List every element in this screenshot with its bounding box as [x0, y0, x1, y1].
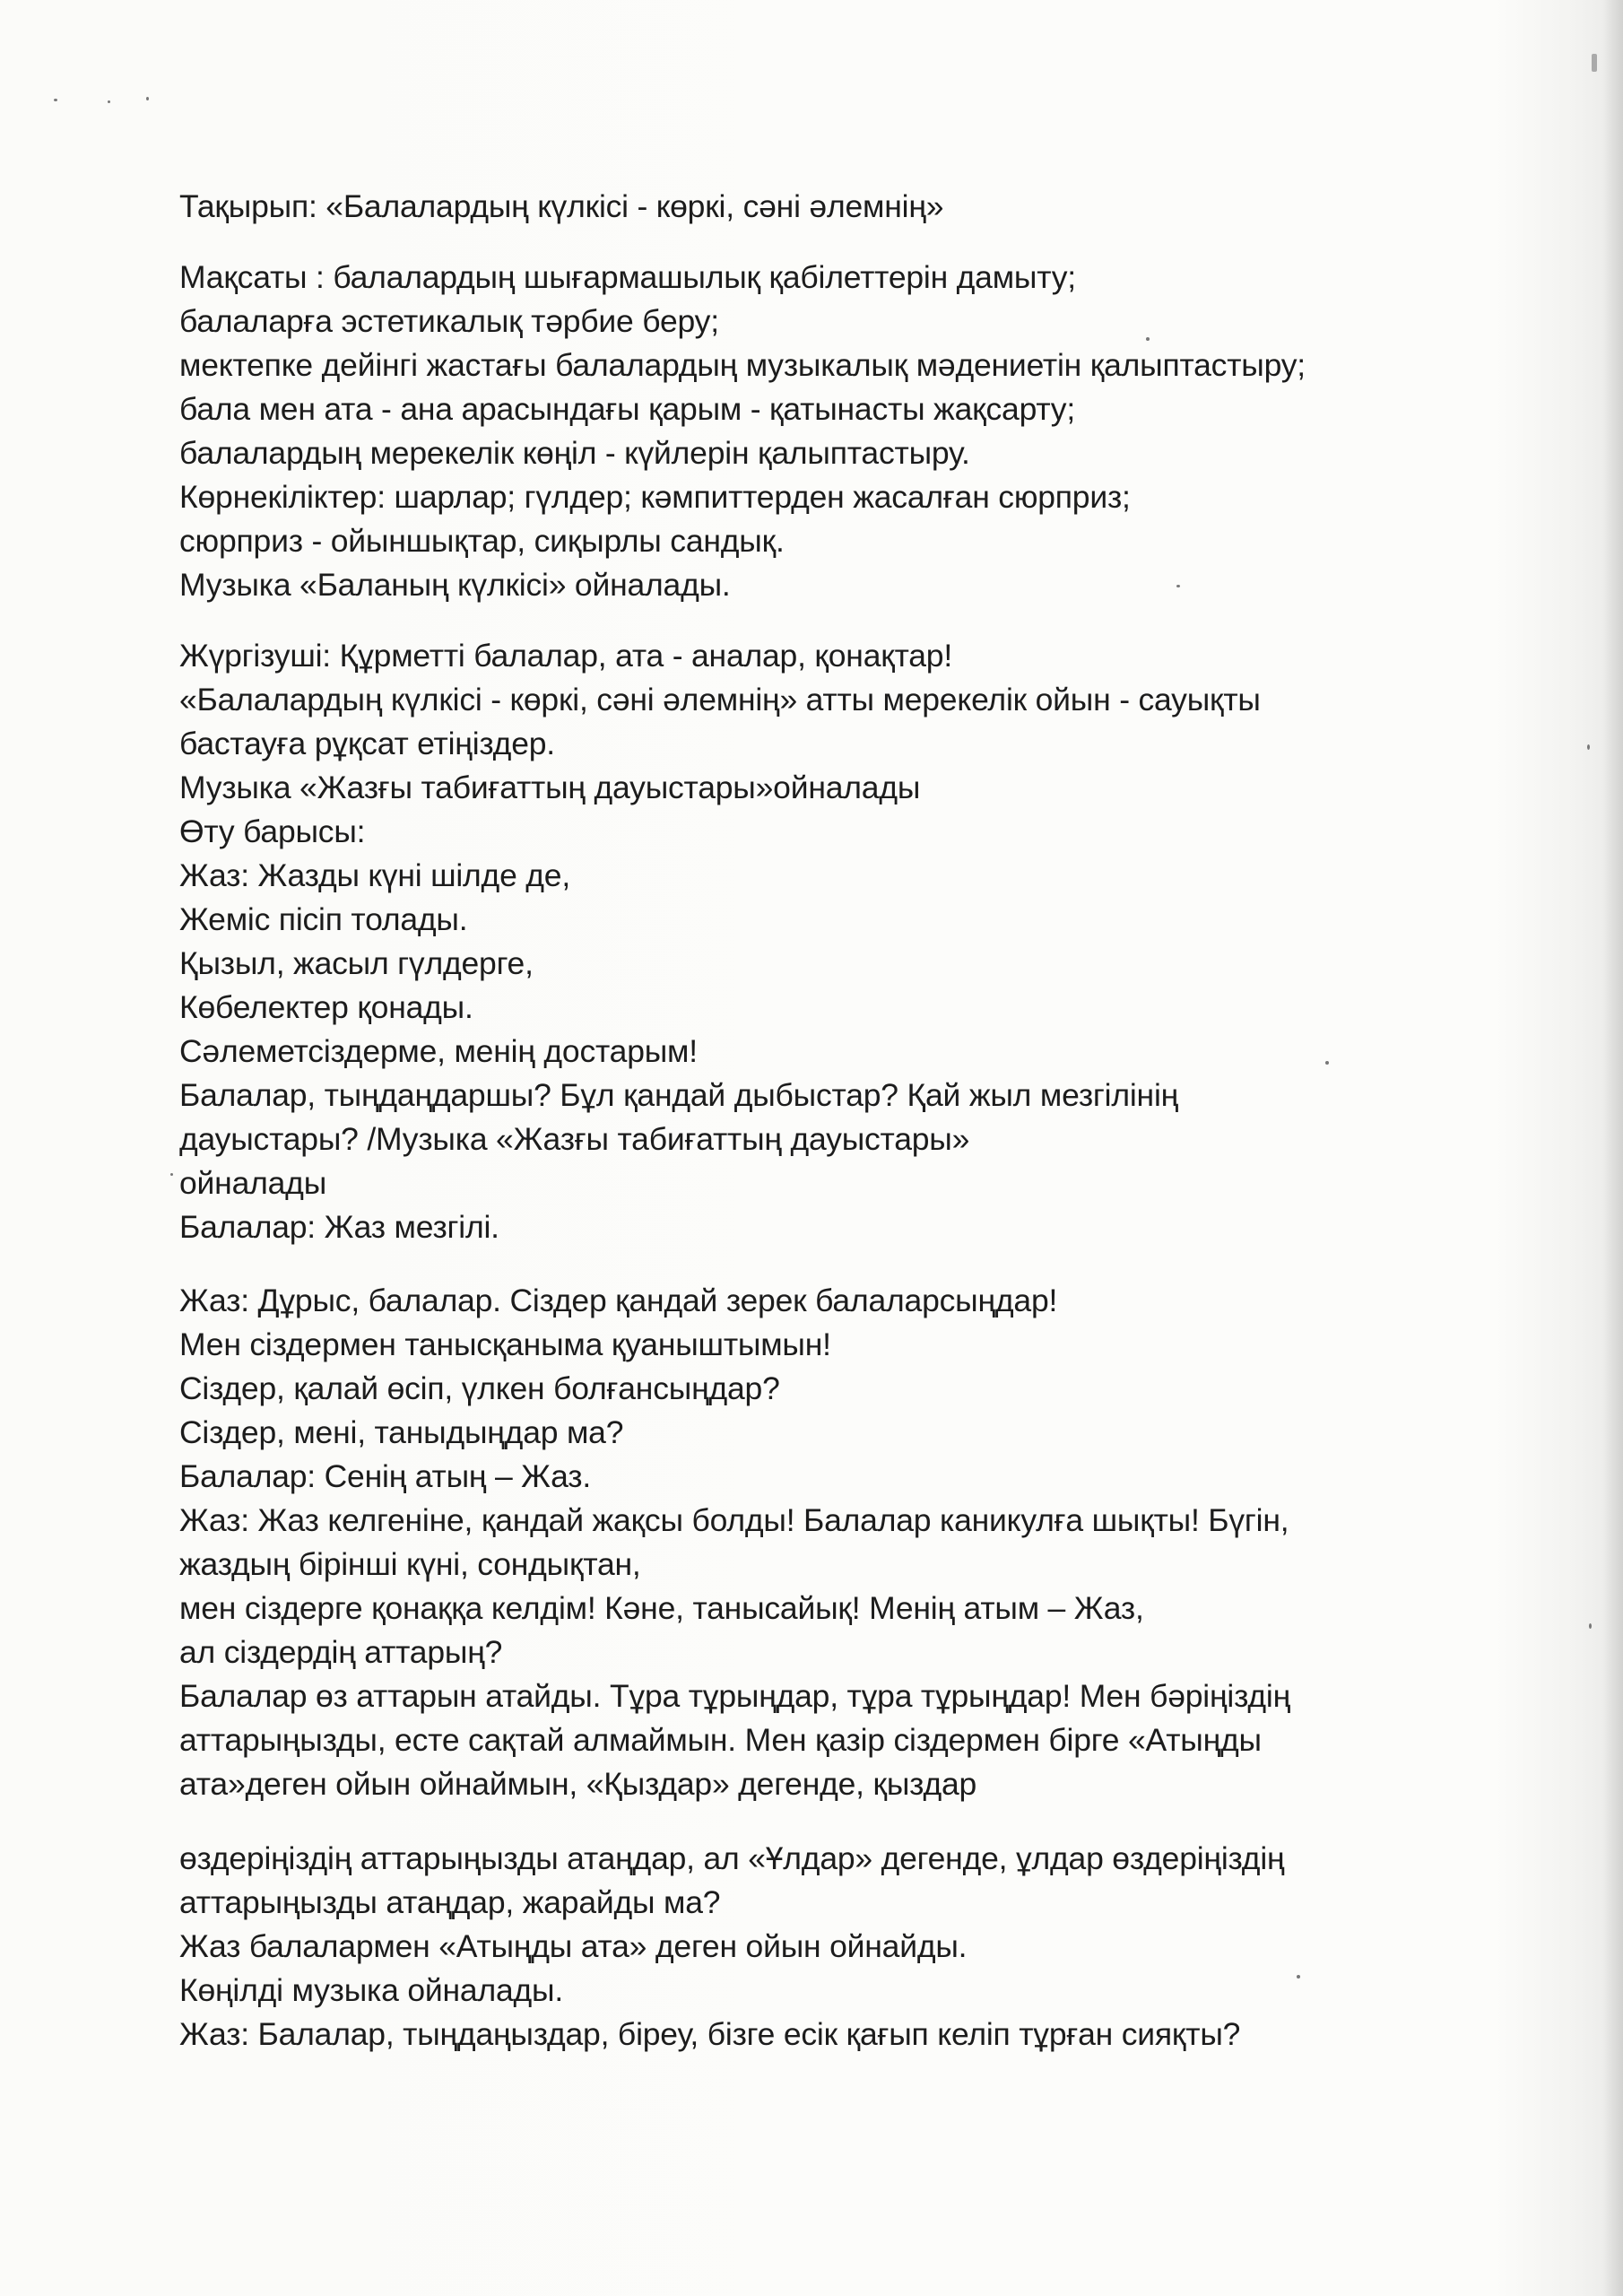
text-line: мен сіздерге қонаққа келдім! Кәне, танысайық! Менің атым – Жаз,: [179, 1590, 1144, 1626]
text-line: Музыка «Баланың күлкісі» ойналады.: [179, 567, 731, 603]
scan-speck: [1589, 1623, 1592, 1629]
text-line: Қызыл, жасыл гүлдерге,: [179, 945, 534, 981]
section-game: [179, 1837, 1488, 2057]
text-line: ойналады: [179, 1165, 327, 1201]
text-line: Балалар: Жаз мезгілі.: [179, 1209, 499, 1245]
text-line: Балалар, тыңдаңдаршы? Бұл қандай дыбыстар? Қай жыл мезгілінің: [179, 1077, 1179, 1113]
text-line: ал сіздердің аттарың?: [179, 1634, 503, 1670]
text-line: Жаз: Дұрыс, балалар. Сіздер қандай зерек балаларсыңдар!: [179, 1283, 1058, 1318]
text-line: Көбелектер қонады.: [179, 989, 473, 1025]
text-line: балаларға эстетикалық тәрбие беру;: [179, 303, 719, 339]
text-line: дауыстары? /Музыка «Жазғы табиғаттың дауыстары»: [179, 1121, 970, 1157]
text-line: жаздың бірінші күні, сондықтан,: [179, 1546, 641, 1582]
text-line: Сіздер, мені, таныдыңдар ма?: [179, 1414, 624, 1450]
text-line: Сіздер, қалай өсіп, үлкен болғансыңдар?: [179, 1370, 780, 1406]
text-line: балалардың мерекелік көңіл - күйлерін қалыптастыру.: [179, 435, 970, 471]
text-line: Жеміс пісіп толады.: [179, 901, 468, 937]
scan-speck: [1587, 744, 1590, 750]
text-line: Көңілді музыка ойналады.: [179, 1972, 564, 2008]
text-line: бала мен ата - ана арасындағы қарым - қатынасты жақсарту;: [179, 391, 1075, 427]
text-line: Балалар: Сенің атың – Жаз.: [179, 1458, 592, 1494]
page-edge-shadow: [1603, 0, 1623, 2296]
text-line: аттарыңызды атаңдар, жарайды ма?: [179, 1884, 721, 1920]
scan-speck: [1592, 54, 1597, 72]
scan-speck: [146, 97, 149, 100]
text-line: «Балалардың күлкісі - көркі, сәні әлемнің» атты мерекелік ойын - сауықты: [179, 682, 1261, 718]
text-line: бастауға рұқсат етіңіздер.: [179, 726, 555, 761]
text-line: өздеріңіздің аттарыңызды атаңдар, ал «Ұлдар» дегенде, ұлдар өздеріңіздің: [179, 1840, 1285, 1876]
document-body: [179, 185, 1488, 2057]
text-line: Жүргізуші: Құрметті балалар, ата - аналар, қонақтар!: [179, 638, 952, 674]
scan-speck: [54, 99, 57, 101]
section-dialogue: [179, 1279, 1488, 1806]
text-line: Көрнекіліктер: шарлар; гүлдер; кәмпиттерден жасалған сюрприз;: [179, 479, 1131, 515]
text-line: сюрприз - ойыншықтар, сиқырлы сандық.: [179, 523, 785, 559]
text-line: Жаз: Жаз келгеніне, қандай жақсы болды! Балалар каникулға шықты! Бүгін,: [179, 1502, 1289, 1538]
text-line: Жаз балалармен «Атыңды ата» деген ойын ойнайды.: [179, 1928, 968, 1964]
section-goals: [179, 256, 1488, 607]
text-line: ата»деген ойын ойнаймын, «Қыздар» дегенде, қыздар: [179, 1766, 977, 1802]
text-line: Мақсаты : балалардың шығармашылық қабілеттерін дамыту;: [179, 259, 1076, 295]
text-line: Балалар өз аттарын атайды. Тұра тұрыңдар, тұра тұрыңдар! Мен бәріңіздің: [179, 1678, 1290, 1714]
text-line: мектепке дейінгі жастағы балалардың музыкалық мәдениетін қалыптастыру;: [179, 347, 1306, 383]
text-line: Мен сіздермен танысқаныма қуаныштымын!: [179, 1326, 831, 1362]
text-line: Өту барысы:: [179, 813, 366, 849]
scan-speck: [170, 1173, 173, 1176]
section-intro: [179, 634, 1488, 1249]
scan-speck: [108, 100, 110, 103]
text-line: Жаз: Жазды күні шілде де,: [179, 857, 570, 893]
text-line: Жаз: Балалар, тыңдаңыздар, біреу, бізге есік қағып келіп тұрған сияқты?: [179, 2016, 1241, 2052]
document-title: Тақырып: «Балалардың күлкісі - көркі, сәні әлемнің»: [179, 188, 944, 224]
text-line: Сәлеметсіздерме, менің достарым!: [179, 1033, 698, 1069]
text-line: аттарыңызды, есте сақтай алмаймын. Мен қазір сіздермен бірге «Атыңды: [179, 1722, 1262, 1758]
text-line: Музыка «Жазғы табиғаттың дауыстары»ойналады: [179, 770, 921, 805]
